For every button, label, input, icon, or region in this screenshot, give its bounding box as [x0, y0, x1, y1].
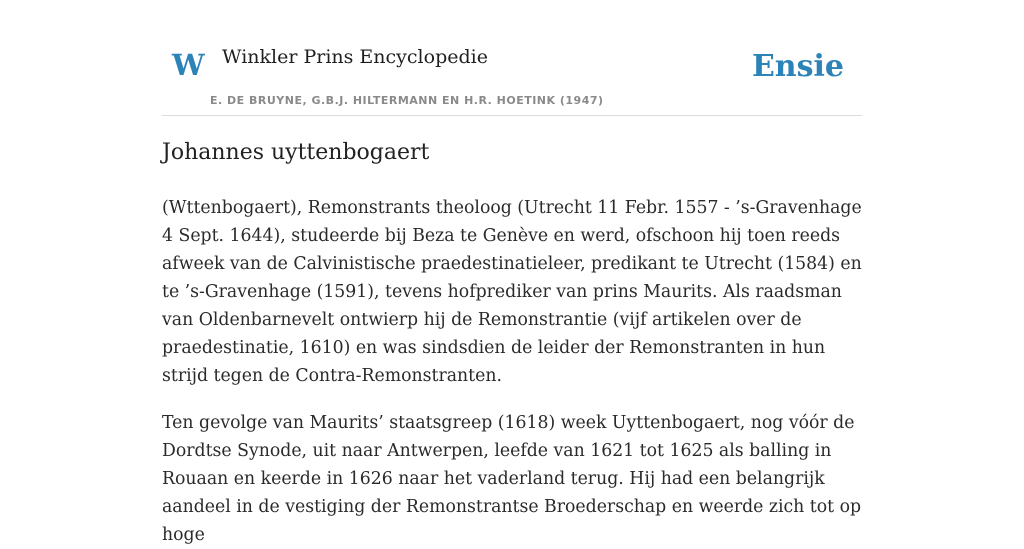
article-paragraph: Ten gevolge van Maurits’ staatsgreep (1618) week Uyttenbogaert, nog vóór de Dordtse Synode, uit naar Antwerpen, leefde van 1621 tot 1625 als balling in Rouaan en keerde in 1626 naar het vaderland terug. Hij had een belangrijk aandeel in de vestiging der Remonstrantse Broederschap en weerde zich tot op hoge — [162, 413, 862, 545]
ensie-home-link[interactable]: Ensie — [751, 49, 844, 84]
publication-logo[interactable]: W — [172, 48, 205, 82]
publication-authors: E. DE BRUYNE, G.B.J. HILTERMANN EN H.R. HOETINK (1947) — [210, 94, 604, 107]
site-header — [162, 36, 862, 116]
article-title: Johannes uyttenbogaert — [162, 140, 430, 165]
article — [162, 136, 862, 549]
article-paragraph: (Wttenbogaert), Remonstrants theoloog (Utrecht 11 Febr. 1557 - ’s-Gravenhage 4 Sept. 1644), studeerde bij Beza te Genève en werd, ofschoon hij toen reeds afweek van de Calvinistische praedestinatieleer, predikant te Utrecht (1584) en te ’s-Gravenhage (1591), tevens hofprediker van prins Maurits. Als raadsman van Oldenbarnevelt ontwierp hij de Remonstrantie (vijf artikelen over de praedestinatie, 1610) en was sindsdien de leider der Remonstranten in hun strijd tegen de Contra-Remonstranten. — [162, 198, 862, 386]
publication-title[interactable]: Winkler Prins Encyclopedie — [222, 46, 488, 68]
